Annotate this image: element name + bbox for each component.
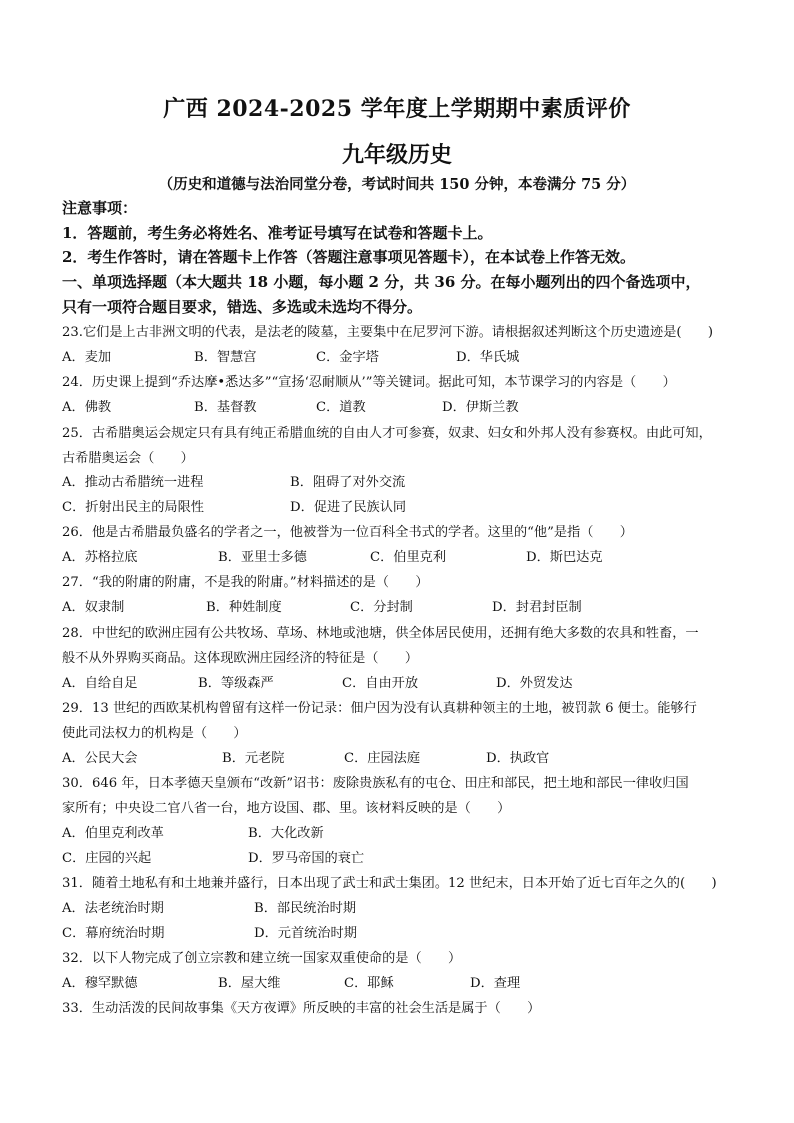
question-stem: 23.它们是上古非洲文明的代表，是法老的陵墓，主要集中在尼罗河下游。请根据叙述判断这个历史遗迹是( )	[62, 325, 714, 340]
exam-note: （历史和道德与法治同堂分卷，考试时间共 150 分钟，本卷满分 75 分）	[158, 176, 636, 193]
option-d: D．执政官	[486, 751, 550, 766]
option-c: C．金字塔	[316, 350, 379, 365]
page-title: 广西 2024-2025 学年度上学期期中素质评价	[163, 96, 631, 122]
option-a: A．苏格拉底	[62, 550, 138, 565]
option-c: C．伯里克利	[370, 550, 447, 565]
option-b: B．智慧宫	[194, 350, 257, 365]
option-c: C．折射出民主的局限性	[62, 500, 204, 515]
option-a: A．推动古希腊统一进程	[62, 475, 204, 490]
option-d: D．伊斯兰教	[442, 400, 519, 415]
option-b: B．基督教	[194, 400, 257, 415]
question-stem: 29．13 世纪的西欧某机构曾留有这样一份记录：佃户因为没有认真耕种领主的土地，被罚款 6 便士。能够行	[62, 701, 697, 716]
option-d: D．促进了民族认同	[290, 500, 407, 515]
option-b: B．部民统治时期	[254, 901, 357, 916]
option-b: B．亚里士多德	[218, 550, 307, 565]
option-c: C．耶稣	[344, 976, 394, 991]
instructions-heading: 注意事项：	[62, 199, 138, 217]
option-a: A．自给自足	[62, 676, 138, 691]
option-c: C．幕府统治时期	[62, 926, 165, 941]
option-c: C．庄园法庭	[344, 751, 421, 766]
question-stem-cont: 古希腊奥运会（ ）	[62, 451, 194, 466]
option-d: D．华氏城	[456, 350, 520, 365]
question-stem: 31．随着土地私有和土地兼并盛行，日本出现了武士和武士集团。12 世纪末，日本开始了近七百年之久的( )	[62, 876, 717, 891]
option-d: D．罗马帝国的衰亡	[248, 851, 365, 866]
question-stem: 28．中世纪的欧洲庄园有公共牧场、草场、林地或池塘，供全体居民使用，还拥有绝大多数的农具和牲畜，一	[62, 626, 699, 641]
section-heading-cont: 只有一项符合题目要求，错选、多选或未选均不得分。	[62, 298, 423, 316]
question-stem-cont: 使此司法权力的机构是（ ）	[62, 726, 247, 741]
instruction-item: 1．答题前，考生务必将姓名、准考证号填写在试卷和答题卡上。	[62, 224, 493, 242]
instruction-item: 2．考生作答时，请在答题卡上作答（答题注意事项见答题卡），在本试卷上作答无效。	[62, 248, 635, 266]
option-d: D．封君封臣制	[492, 600, 582, 615]
option-b: B．元老院	[222, 751, 285, 766]
question-stem: 33．生动活泼的民间故事集《天方夜谭》所反映的丰富的社会生活是属于（ ）	[62, 1001, 541, 1016]
option-a: A．穆罕默德	[62, 976, 138, 991]
option-c: C．庄园的兴起	[62, 851, 152, 866]
option-d: D．外贸发达	[496, 676, 573, 691]
question-stem: 27．“我的附庸的附庸，不是我的附庸。”材料描述的是（ ）	[62, 575, 429, 590]
option-b: B．阻碍了对外交流	[290, 475, 406, 490]
option-a: A．麦加	[62, 350, 112, 365]
option-a: A．法老统治时期	[62, 901, 164, 916]
option-b: B．屋大维	[218, 976, 281, 991]
question-stem: 25．古希腊奥运会规定只有具有纯正希腊血统的自由人才可参赛，奴隶、妇女和外邦人没有参赛权。由此可知，	[62, 426, 712, 441]
option-b: B．大化改新	[248, 826, 324, 841]
option-c: C．分封制	[350, 600, 413, 615]
option-a: A．奴隶制	[62, 600, 125, 615]
question-stem: 30．646 年，日本孝德天皇颁布“改新”诏书：废除贵族私有的屯仓、田庄和部民，把土地和部民一律收归国	[62, 776, 689, 791]
option-c: C．道教	[316, 400, 366, 415]
question-stem: 32．以下人物完成了创立宗教和建立统一国家双重使命的是（ ）	[62, 951, 462, 966]
option-b: B．等级森严	[198, 676, 274, 691]
section-heading: 一、单项选择题（本大题共 18 小题，每小题 2 分，共 36 分。在每小题列出的四个备选项中，	[62, 273, 701, 291]
question-stem: 24．历史课上提到“乔达摩•悉达多”“宣扬‘忍耐顺从’”等关键词。据此可知，本节课学习的内容是（ ）	[62, 375, 676, 390]
option-a: A．伯里克利改革	[62, 826, 164, 841]
option-d: D．查理	[470, 976, 521, 991]
option-c: C．自由开放	[342, 676, 419, 691]
option-d: D．斯巴达克	[526, 550, 603, 565]
option-a: A．佛教	[62, 400, 112, 415]
option-a: A．公民大会	[62, 751, 138, 766]
question-stem-cont: 般不从外界购买商品。这体现欧洲庄园经济的特征是（ ）	[62, 651, 419, 666]
question-stem: 26．他是古希腊最负盛名的学者之一，他被誉为一位百科全书式的学者。这里的“他”是指（ ）	[62, 525, 633, 540]
option-d: D．元首统治时期	[254, 926, 357, 941]
page-subtitle: 九年级历史	[341, 142, 452, 168]
question-stem-cont: 家所有；中央设二官八省一台，地方设国、郡、里。该材料反映的是（ ）	[62, 801, 511, 816]
option-b: B．种姓制度	[206, 600, 282, 615]
